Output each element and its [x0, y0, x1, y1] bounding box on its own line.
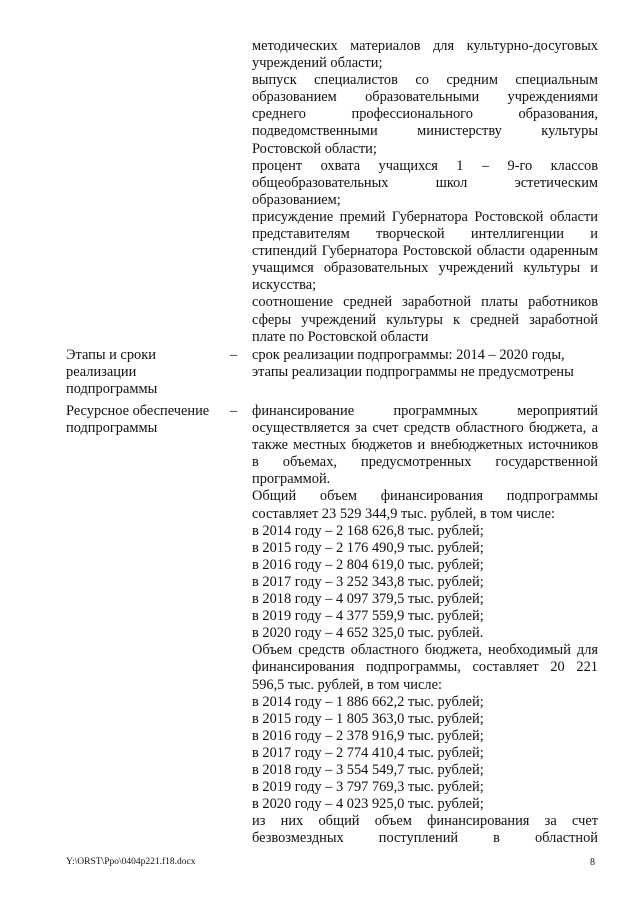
year-line: в 2014 году – 2 168 626,8 тыс. рублей; [252, 522, 484, 539]
resources-tail: из них общий объем финансирования за счет безвозмездных поступлений в областной [252, 813, 598, 847]
stages-line: этапы реализации подпрограммы не предусмотрены [252, 364, 574, 381]
indicator-item: методических материалов для культурно-досуговых учреждений области; [252, 38, 598, 72]
resources-total: Общий объем финансирования подпрограммы составляет 23 529 344,9 тыс. рублей, в том числе: [252, 488, 598, 522]
page-number: 8 [590, 857, 595, 868]
year-line: в 2016 году – 2 804 619,0 тыс. рублей; [252, 556, 484, 573]
indicators-list [252, 38, 598, 346]
indicator-item: процент охвата учащихся 1 – 9-го классов общеобразовательных школ эстетическим образованием; [252, 157, 598, 208]
indicator-item: присуждение премий Губернатора Ростовской области представителям творческой интеллигенции и стипендий Губернатора Ростовской области одаренным учащимся образовательных учреждений культуры и искусства; [252, 208, 598, 294]
indicator-item: выпуск специалистов со средним специальным образованием образовательными учреждениями среднего профессионального образования, подведомственными министерству культуры Ростовской области; [252, 72, 598, 157]
year-line: в 2017 году – 3 252 343,8 тыс. рублей; [252, 573, 484, 590]
year-line: в 2020 году – 4 023 925,0 тыс. рублей; [252, 796, 484, 813]
year-line: в 2019 году – 3 797 769,3 тыс. рублей; [252, 779, 484, 796]
stages-text [252, 347, 598, 381]
year-line: в 2017 году – 2 774 410,4 тыс. рублей; [252, 744, 484, 761]
footer-file-path: Y:\ORST\Ppo\0404p221.f18.docx [66, 857, 196, 867]
stages-line: срок реализации подпрограммы: 2014 – 2020 годы, [252, 347, 565, 363]
resources-text [252, 403, 598, 847]
year-line: в 2014 году – 1 886 662,2 тыс. рублей; [252, 693, 484, 710]
stages-dash: – [230, 347, 238, 363]
resources-dash: – [230, 403, 238, 419]
resources-regional: Объем средств областного бюджета, необходимый для финансирования подпрограммы, составляет 20 221 596,5 тыс. рублей, в том числе: [252, 642, 598, 693]
year-line: в 2018 году – 3 554 549,7 тыс. рублей; [252, 761, 484, 778]
year-line: в 2015 году – 1 805 363,0 тыс. рублей; [252, 710, 484, 727]
year-line: в 2020 году – 4 652 325,0 тыс. рублей. [252, 625, 484, 642]
year-line: в 2019 году – 4 377 559,9 тыс. рублей; [252, 608, 484, 625]
resources-intro: финансирование программных мероприятий осуществляется за счет средств областного бюджета, а также местных бюджетов и внебюджетных источников в объемах, предусмотренных государственной программой. [252, 403, 598, 488]
year-line: в 2015 году – 2 176 490,9 тыс. рублей; [252, 539, 484, 556]
indicator-item: соотношение средней заработной платы работников сферы учреждений культуры к средней заработной плате по Ростовской области [252, 294, 598, 345]
year-line: в 2016 году – 2 378 916,9 тыс. рублей; [252, 727, 484, 744]
year-line: в 2018 году – 4 097 379,5 тыс. рублей; [252, 591, 484, 608]
resources-label: Ресурсное обеспечение подпрограммы [66, 403, 210, 437]
stages-label: Этапы и сроки реализации подпрограммы [66, 347, 158, 398]
